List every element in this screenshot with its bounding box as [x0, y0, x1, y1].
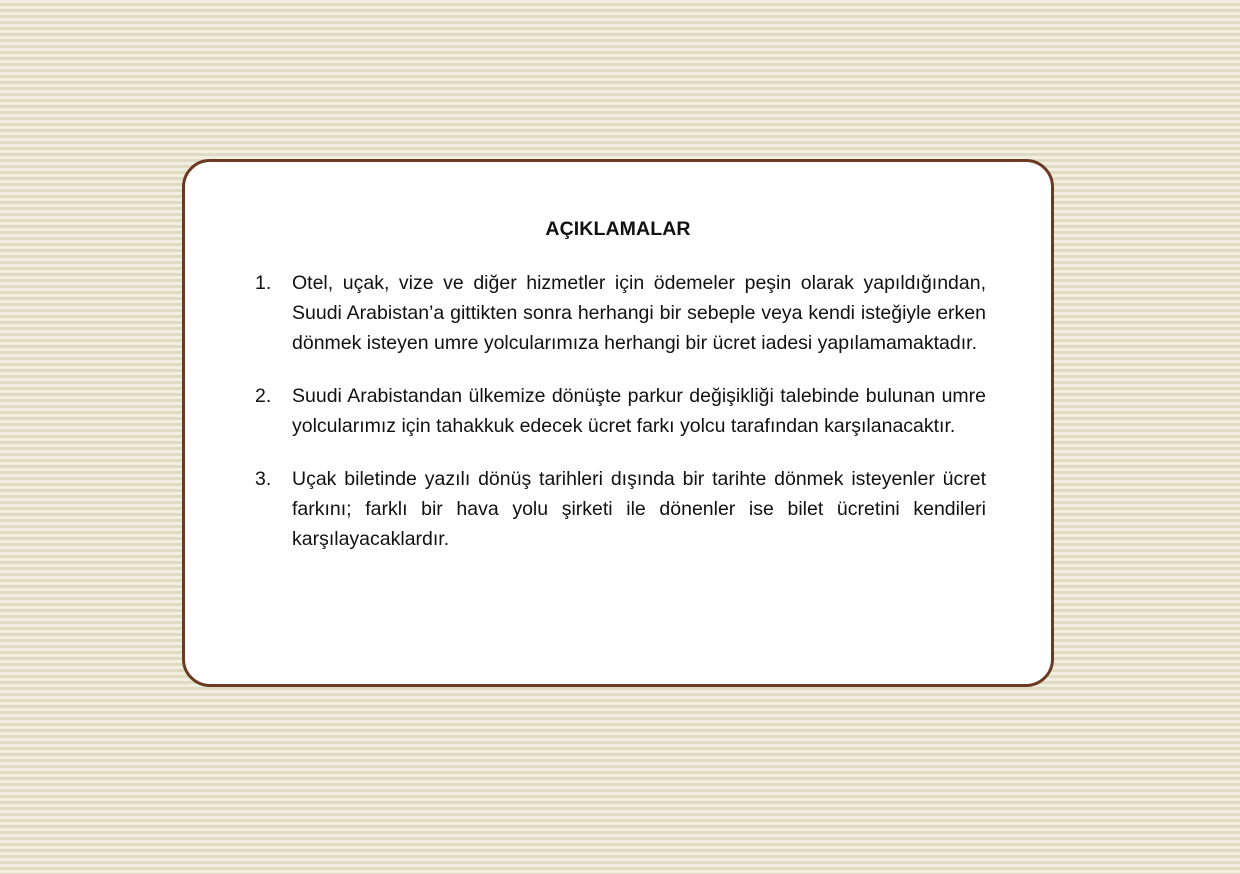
notice-list [255, 268, 986, 577]
item-text: Uçak biletinde yazılı dönüş tarihleri dışında bir tarihte dönmek isteyenler ücret farkını; farklı bir hava yolu şirketi ile dönenler ise bilet ücretini kendileri karşılayacaklardır. [292, 468, 986, 550]
item-text: Suudi Arabistandan ülkemize dönüşte parkur değişikliği talebinde bulunan umre yolcularımız için tahakkuk edecek ücret farkı yolcu tarafından karşılanacaktır. [292, 385, 986, 437]
notice-item-2 [255, 381, 986, 441]
item-number: 2. [255, 385, 272, 407]
notice-item-3 [255, 464, 986, 554]
notice-card [182, 159, 1054, 687]
item-text: Otel, uçak, vize ve diğer hizmetler için ödemeler peşin olarak yapıldığından, Suudi Arabistan’a gittikten sonra herhangi bir sebeple veya kendi isteğiyle erken dönmek isteyen umre yolcularımıza herhangi bir ücret iadesi yapılamamaktadır. [292, 272, 986, 354]
notice-title: AÇIKLAMALAR [545, 218, 691, 240]
item-number: 3. [255, 468, 272, 490]
notice-item-1 [255, 268, 986, 358]
item-number: 1. [255, 272, 272, 294]
